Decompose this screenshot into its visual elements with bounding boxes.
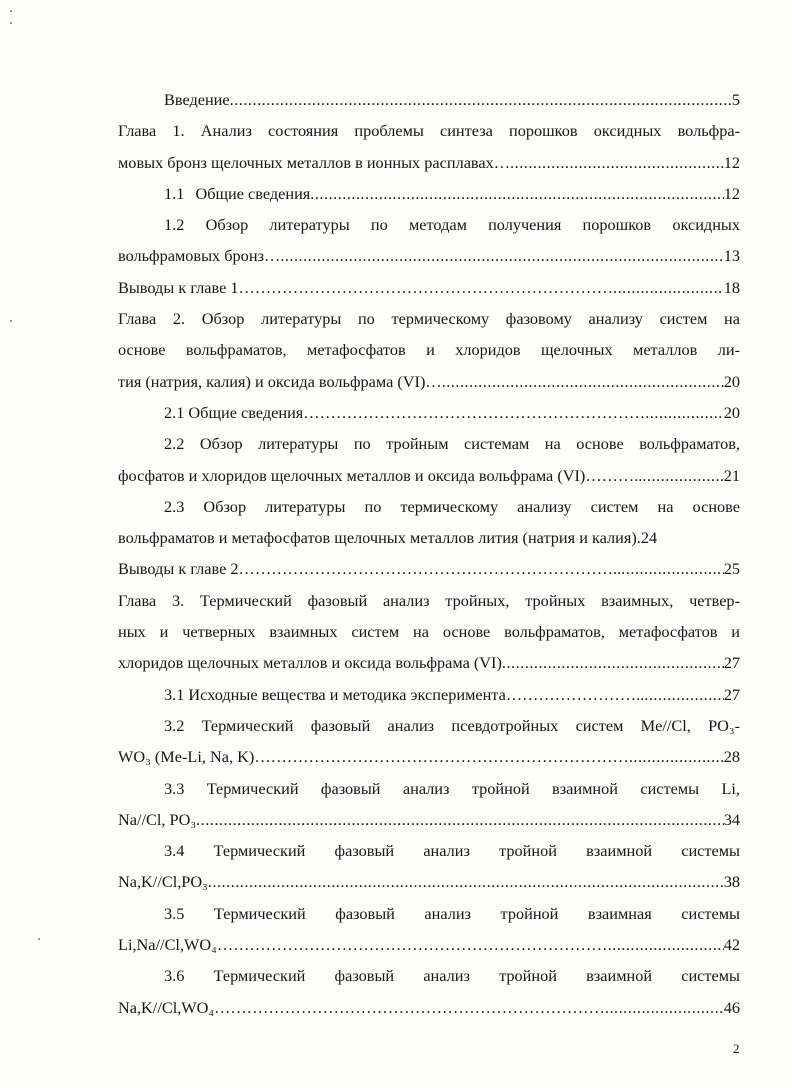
toc-section-3-1 — [118, 679, 740, 710]
toc-page-number: 5 — [731, 90, 740, 109]
toc-section-3-4-line1: 3.4 Термический фазовый анализ тройной взаимной системы — [164, 841, 740, 861]
toc-page-number: 38 — [723, 872, 740, 892]
toc-page-number: 27 — [723, 653, 740, 673]
dot-leader — [208, 866, 724, 897]
toc-section-3-5 — [118, 929, 740, 960]
toc-chapter-3-line1: Глава 3. Термический фазовый анализ тройных, тройных взаимных, четвер- — [118, 590, 740, 610]
toc-page-number: 25 — [723, 559, 740, 579]
toc-page-number: 13 — [723, 246, 740, 266]
toc-entry-label: Na//Cl, PO₃ — [118, 809, 197, 829]
dot-leader — [605, 992, 724, 1023]
toc-section-3-6-line1: 3.6 Термический фазовый анализ тройной взаимной системы — [164, 966, 740, 986]
page-number: 2 — [733, 1041, 740, 1056]
toc-section-3-3-line1: 3.3 Термический фазовый анализ тройной взаимной системы Li, — [164, 778, 740, 798]
toc-page-number: 18 — [723, 277, 740, 297]
toc-section-3-2 — [118, 741, 740, 772]
scan-speck — [10, 320, 12, 322]
dot-leader — [613, 272, 724, 303]
dot-leader — [442, 366, 724, 397]
toc-section-2-3 — [118, 522, 740, 553]
toc-section-3-4 — [118, 866, 740, 897]
toc-entry-label: WO₃ (Me-Li, Na, K)…………………………………………………………… — [118, 747, 629, 767]
toc-chapter-1 — [118, 147, 740, 178]
dot-leader — [310, 178, 723, 209]
scan-speck — [10, 22, 12, 24]
toc-entry-label: мовых бронз щелочных металлов в ионных расплавах… — [118, 152, 511, 172]
toc-page-number: 12 — [723, 152, 740, 172]
toc-entry-label: Na,K//Cl,WO₄……………………………………………………………… — [118, 997, 605, 1017]
toc-chapter-3 — [118, 647, 740, 678]
toc-section-1-1 — [118, 178, 740, 209]
toc-entry-label: Выводы к главе 2…………………………………………………………….. — [118, 559, 622, 579]
toc-section-3-5-line1: 3.5 Термический фазовый анализ тройной взаимная системы — [164, 903, 740, 923]
dot-leader — [621, 553, 724, 584]
toc-entry-intro — [118, 84, 740, 115]
dot-leader — [510, 147, 724, 178]
toc-chapter-2 — [118, 366, 740, 397]
toc-page-number: 34 — [723, 809, 740, 829]
toc-conclusions-2 — [118, 553, 740, 584]
dot-leader — [608, 929, 724, 960]
table-of-contents — [118, 84, 740, 1023]
toc-section-3-6 — [118, 992, 740, 1023]
dot-leader — [642, 460, 723, 491]
toc-entry-label: Li,Na//Cl,WO₄……………………………………………………………… — [118, 935, 608, 955]
toc-entry-label: вольфрамовых бронз… — [118, 246, 281, 266]
toc-section-1-2-line1: 1.2 Обзор литературы по методам получения порошков оксидных — [164, 215, 740, 235]
dot-leader — [196, 804, 724, 835]
toc-page-number: 21 — [723, 465, 740, 485]
toc-page-number: 42 — [723, 935, 740, 955]
toc-section-2-3-line1: 2.3 Обзор литературы по термическому анализу систем на основе — [164, 496, 740, 516]
toc-entry-label: Na,K//Cl,PO₃ — [118, 872, 208, 892]
toc-page-number: 12 — [723, 183, 740, 203]
toc-entry-label: 2.1 Общие сведения……………………………………………………… — [164, 402, 646, 422]
toc-entry-label: фосфатов и хлоридов щелочных металлов и оксида вольфрама (VI)……….. — [118, 465, 643, 485]
toc-section-3-3 — [118, 804, 740, 835]
toc-page-number: 24 — [640, 528, 658, 548]
toc-entry-label: Выводы к главе 1…………………………………………………………… — [118, 277, 614, 297]
toc-chapter-2-line2: основе вольфраматов, метафосфатов и хлоридов щелочных металлов ли- — [118, 340, 740, 360]
toc-conclusions-1 — [118, 272, 740, 303]
toc-page-number: 46 — [723, 997, 740, 1017]
toc-page-number: 20 — [723, 402, 740, 422]
dot-leader — [629, 741, 724, 772]
toc-section-number: 1.1 — [164, 183, 185, 203]
scan-speck — [10, 10, 12, 12]
toc-chapter-2-line1: Глава 2. Обзор литературы по термическому фазовому анализу систем на — [118, 309, 740, 329]
dot-leader — [502, 647, 724, 678]
toc-entry-label: Введение — [164, 90, 230, 109]
dot-leader — [230, 84, 732, 115]
toc-page-number: 27 — [723, 684, 740, 704]
dot-leader — [644, 679, 723, 710]
dot-leader — [280, 240, 723, 271]
dot-leader — [645, 397, 724, 428]
toc-chapter-1-line1: Глава 1. Анализ состояния проблемы синтеза порошков оксидных вольфра- — [118, 121, 740, 141]
scan-speck — [38, 938, 40, 940]
toc-entry-label: хлоридов щелочных металлов и оксида вольфрама (VI) — [118, 653, 502, 673]
toc-section-2-2 — [118, 460, 740, 491]
toc-section-3-2-line1: 3.2 Термический фазовый анализ псевдотройных систем Me//Cl, PO₃- — [164, 715, 740, 735]
toc-entry-label: Общие сведения — [195, 183, 311, 203]
toc-entry-label: тия (натрия, калия) и оксида вольфрама (VI)… — [118, 371, 442, 391]
toc-section-1-2 — [118, 240, 740, 271]
toc-entry-label: вольфраматов и метафосфатов щелочных металлов лития (натрия и калия). — [118, 528, 641, 548]
toc-page-number: 28 — [723, 747, 740, 767]
toc-section-2-1 — [118, 397, 740, 428]
toc-section-2-2-line1: 2.2 Обзор литературы по тройным системам на основе вольфраматов, — [164, 434, 740, 454]
toc-entry-label: 3.1 Исходные вещества и методика эксперимента…………………….. — [164, 684, 645, 704]
toc-page-number: 20 — [723, 371, 740, 391]
toc-chapter-3-line2: ных и четверных взаимных систем на основе вольфраматов, метафосфатов и — [118, 622, 740, 642]
